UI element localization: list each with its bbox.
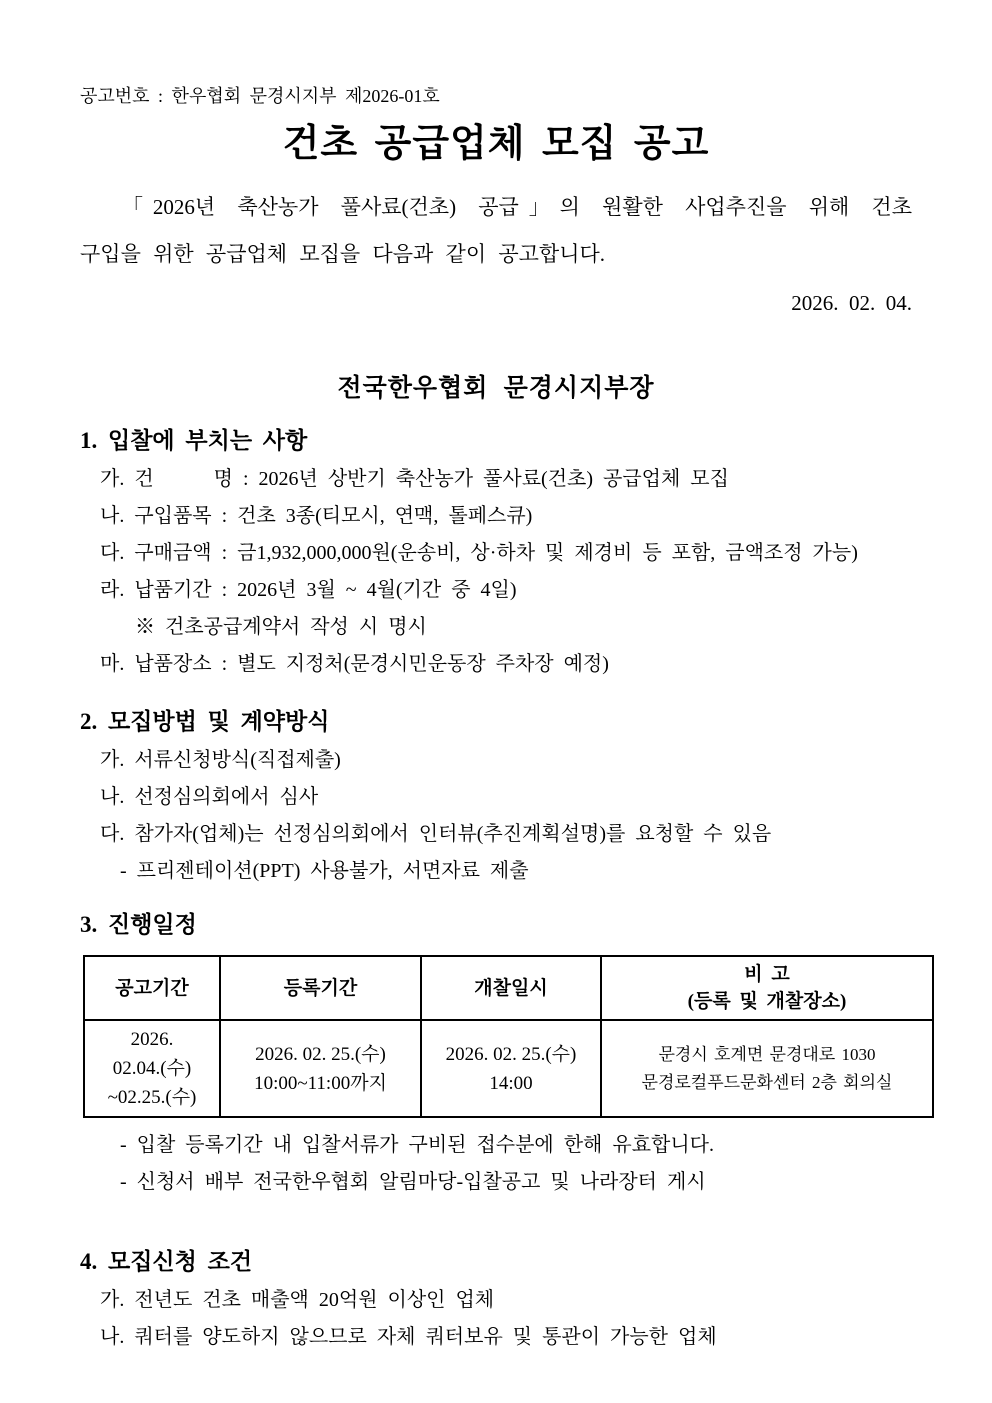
schedule-table	[83, 955, 934, 1118]
section-3-notes	[80, 1134, 912, 1193]
cell-line: 02.04.(수)	[112, 1058, 192, 1079]
cell-line: ~02.25.(수)	[107, 1087, 197, 1108]
table-header-remarks	[601, 956, 933, 1020]
section-2-items	[80, 749, 912, 882]
table-cell-opening-datetime	[421, 1020, 601, 1117]
list-item: 다. 참가자(업체)는 선정심의회에서 인터뷰(추진계획설명)를 요청할 수 있음	[100, 823, 772, 845]
cell-line: 문경시 호계면 문경대로 1030	[658, 1044, 876, 1064]
cell-line: 10:00~11:00까지	[254, 1072, 387, 1094]
table-header-registration-period: 등록기간	[220, 956, 421, 1020]
intro-line-2: 구입을 위한 공급업체 모집을 다음과 같이 공고합니다.	[80, 242, 606, 266]
list-item: 가. 서류신청방식(직접제출)	[100, 749, 341, 771]
intro-paragraph	[80, 184, 912, 278]
table-cell-remarks	[601, 1020, 933, 1117]
intro-line-1: 「2026년 축산농가 풀사료(건초) 공급」의 원활한 사업추진을 위해 건초	[122, 195, 912, 219]
list-item-sub: - 프리젠테이션(PPT) 사용불가, 서면자료 제출	[120, 860, 529, 882]
cell-line: 14:00	[489, 1072, 533, 1094]
cell-line: 2026. 02. 25.(수)	[255, 1043, 386, 1065]
table-header-announcement-period: 공고기간	[84, 956, 220, 1020]
section-1-items	[80, 468, 912, 675]
list-item: 마. 납품장소 : 별도 지정처(문경시민운동장 주차장 예정)	[100, 653, 609, 675]
table-row	[84, 1020, 933, 1117]
table-cell-registration-period	[220, 1020, 421, 1117]
table-cell-announcement-period	[84, 1020, 220, 1117]
section-2-heading: 2. 모집방법 및 계약방식	[80, 709, 330, 734]
table-header-opening-datetime: 개찰일시	[421, 956, 601, 1020]
cell-line: 2026.	[130, 1029, 174, 1050]
table-header-remarks-line-2: (등록 및 개찰장소)	[687, 991, 847, 1012]
page-title: 건초 공급업체 모집 공고	[282, 123, 710, 165]
list-item: 다. 구매금액 : 금1,932,000,000원(운송비, 상·하차 및 제경비 등 포함, 금액조정 가능)	[100, 542, 858, 564]
cell-line: 2026. 02. 25.(수)	[445, 1043, 577, 1065]
list-item-note: - 입찰 등록기간 내 입찰서류가 구비된 접수분에 한해 유효합니다.	[120, 1134, 714, 1156]
list-item-note: ※ 건초공급계약서 작성 시 명시	[135, 616, 427, 638]
cell-line: 문경로컬푸드문화센터 2층 회의실	[641, 1072, 893, 1092]
list-item: 가. 건 명 : 2026년 상반기 축산농가 풀사료(건초) 공급업체 모집	[100, 468, 729, 490]
section-4-items	[80, 1289, 912, 1348]
issue-date: 2026. 02. 04.	[791, 291, 912, 315]
list-item: 라. 납품기간 : 2026년 3월 ~ 4월(기간 중 4일)	[100, 579, 517, 601]
list-item: 나. 구입품목 : 건초 3종(티모시, 연맥, 톨페스큐)	[100, 505, 533, 527]
table-header-row	[84, 956, 933, 1020]
notice-number: 공고번호 : 한우협회 문경시지부 제2026-01호	[80, 86, 440, 106]
list-item-note: - 신청서 배부 전국한우협회 알림마당-입찰공고 및 나라장터 게시	[120, 1171, 706, 1193]
table-header-remarks-line-1: 비 고	[744, 964, 790, 985]
section-1-heading: 1. 입찰에 부치는 사항	[80, 428, 308, 453]
list-item: 나. 쿼터를 양도하지 않으므로 자체 쿼터보유 및 통관이 가능한 업체	[100, 1326, 717, 1348]
issuer-name: 전국한우협회 문경시지부장	[337, 375, 655, 402]
list-item: 나. 선정심의회에서 심사	[100, 786, 319, 808]
section-4-heading: 4. 모집신청 조건	[80, 1249, 253, 1274]
list-item: 가. 전년도 건초 매출액 20억원 이상인 업체	[100, 1289, 495, 1311]
section-3-heading: 3. 진행일정	[80, 912, 197, 937]
